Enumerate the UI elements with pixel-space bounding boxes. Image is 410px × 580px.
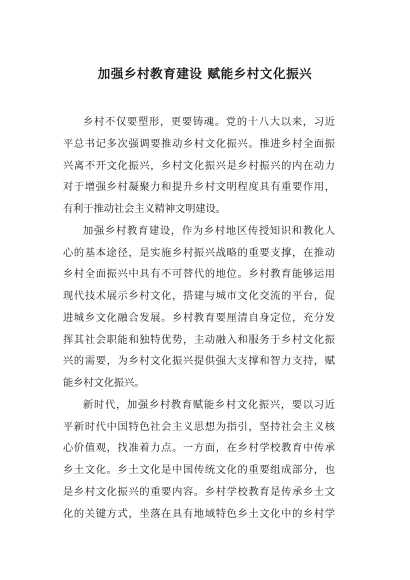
text-line: 进城乡文化融合发展。乡村教育要厘清自身定位，充分发 (63, 312, 335, 324)
text-line: 平总书记多次强调要推动乡村文化振兴。推进乡村全面振 (63, 138, 335, 150)
text-line: 新时代，加强乡村教育赋能乡村文化振兴，要以习近 (83, 399, 335, 411)
text-line: 心的基本途径，是实施乡村振兴战略的重要支撑，在推动 (63, 247, 335, 259)
text-line: 兴离不开文化振兴，乡村文化振兴是乡村振兴的内在动力 (63, 160, 335, 172)
text-line: 是乡村文化振兴的重要内容。乡村学校教育是传承乡土文 (63, 486, 335, 498)
text-line: 有利于推动社会主义精神文明建设。 (63, 204, 226, 215)
text-line: 现代技术展示乡村文化，搭建与城市文化交流的平台，促 (63, 291, 335, 302)
document-body (63, 112, 335, 525)
text-line: 乡村全面振兴中具有不可替代的地位。乡村教育能够运用 (63, 269, 335, 281)
text-line: 加强乡村教育建设，作为乡村地区传授知识和教化人 (83, 225, 335, 237)
text-line: 挥其社会职能和独特优势，主动融入和服务于乡村文化振 (63, 334, 335, 346)
text-line: 平新时代中国特色社会主义思想为指引，坚持社会主义核 (63, 421, 335, 433)
text-line: 对于增强乡村凝聚力和提升乡村文明程度具有重要作用， (63, 182, 335, 194)
text-line: 乡土文化。乡土文化是中国传统文化的重要组成部分，也 (63, 465, 335, 476)
text-line: 心价值观，找准着力点。一方面，在乡村学校教育中传承 (63, 443, 335, 455)
text-line: 兴的需要，为乡村文化振兴提供强大支撑和智力支持，赋 (63, 356, 335, 368)
text-line: 能乡村文化振兴。 (63, 378, 145, 389)
text-line: 化的关键方式，坐落在具有地域特色乡土文化中的乡村学 (63, 508, 335, 520)
text-line: 乡村不仅要塑形，更要铸魂。党的十八大以来，习近 (83, 117, 335, 128)
document-title: 加强乡村教育建设 赋能乡村文化振兴 (97, 66, 313, 81)
